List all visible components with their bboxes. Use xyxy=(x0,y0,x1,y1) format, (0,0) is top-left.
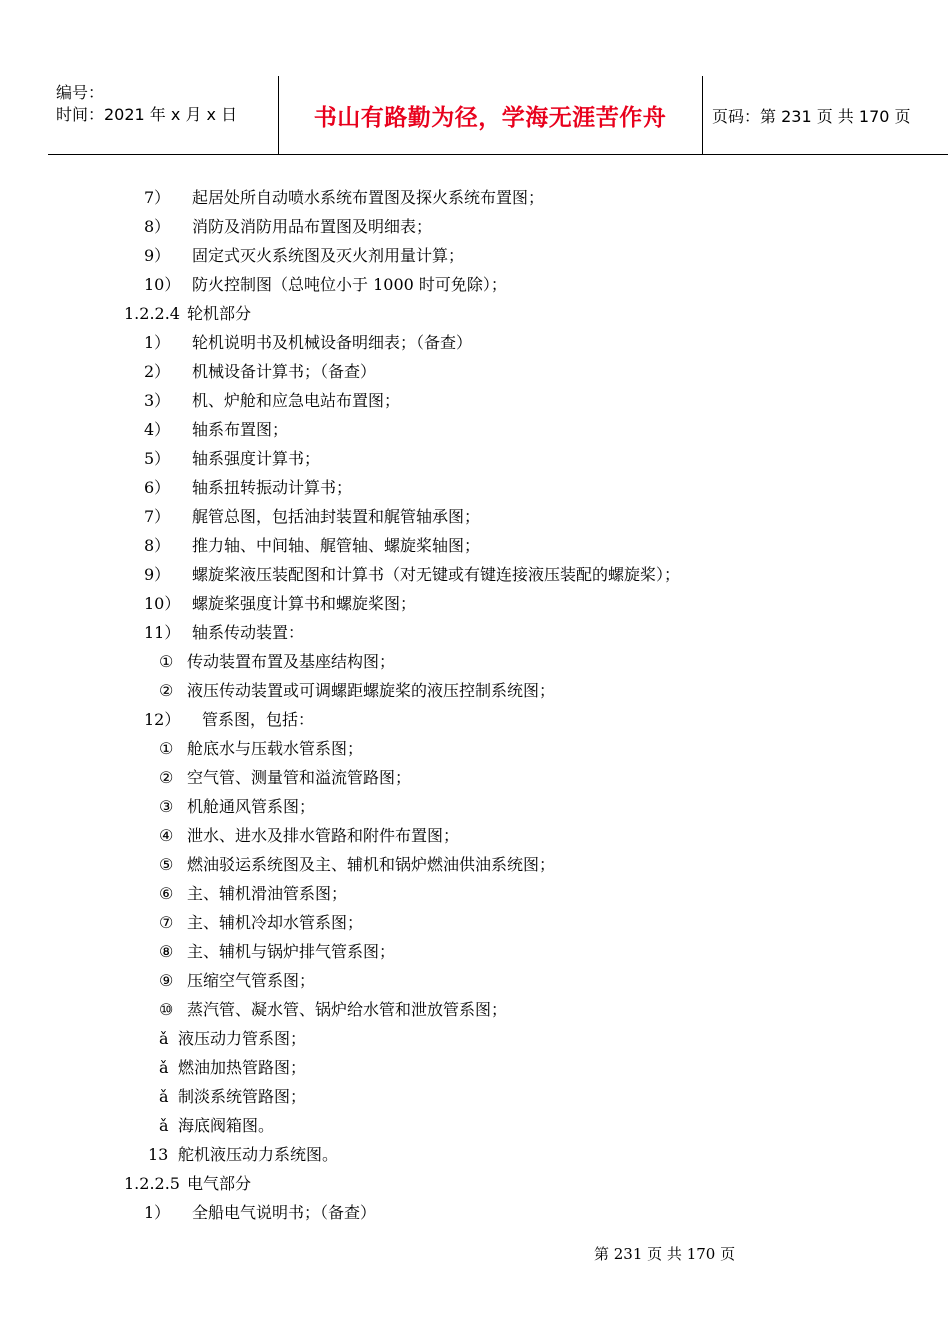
list-item-number: ④ xyxy=(159,826,174,845)
list-item-number: 11） xyxy=(144,623,181,642)
list-item-number: 8） xyxy=(144,217,171,236)
list-item-number: ǎ xyxy=(159,1058,169,1077)
list-item xyxy=(0,995,950,1024)
list-item-text: 轮机部分 xyxy=(187,304,252,323)
list-item-text: 海底阀箱图。 xyxy=(178,1116,275,1135)
list-item-number: 10） xyxy=(144,275,181,294)
list-item-number: 5） xyxy=(144,449,171,468)
list-item-number: ǎ xyxy=(159,1087,169,1106)
list-item xyxy=(0,1053,950,1082)
list-item xyxy=(0,502,950,531)
list-item xyxy=(0,1024,950,1053)
header-divider xyxy=(702,76,703,154)
list-item-number: ǎ xyxy=(159,1029,169,1048)
list-item-text: 机、炉舱和应急电站布置图； xyxy=(192,391,401,410)
list-item-text: 轴系强度计算书； xyxy=(192,449,321,468)
list-item xyxy=(0,618,950,647)
list-item xyxy=(0,705,950,734)
list-item-number: 12） xyxy=(144,710,181,729)
list-item-text: 主、辅机冷却水管系图； xyxy=(187,913,364,932)
list-item-number: ⑥ xyxy=(159,884,174,903)
list-item xyxy=(0,792,950,821)
document-body xyxy=(0,183,950,1227)
list-item xyxy=(0,357,950,386)
list-item-number: 1.2.2.5 xyxy=(124,1174,180,1193)
list-item-number: 4） xyxy=(144,420,171,439)
list-item-text: 轮机说明书及机械设备明细表；（备查） xyxy=(192,333,473,352)
document-number-label: 编号： xyxy=(56,83,105,102)
list-item-text: 液压动力管系图； xyxy=(178,1029,307,1048)
list-item-number: 7） xyxy=(144,188,171,207)
list-item-number: ② xyxy=(159,681,174,700)
list-item xyxy=(0,1140,950,1169)
list-item-number: ① xyxy=(159,739,174,758)
list-item xyxy=(0,386,950,415)
list-item-number: ⑩ xyxy=(159,1000,174,1019)
list-item xyxy=(0,908,950,937)
list-item xyxy=(0,763,950,792)
list-item-number: ③ xyxy=(159,797,174,816)
list-item-number: 8） xyxy=(144,536,171,555)
list-item-text: 艉管总图，包括油封装置和艉管轴承图； xyxy=(192,507,481,526)
list-item xyxy=(0,183,950,212)
list-item xyxy=(0,473,950,502)
list-item-number: 2） xyxy=(144,362,171,381)
list-item-number: ① xyxy=(159,652,174,671)
list-item xyxy=(0,1082,950,1111)
list-item-text: 轴系布置图； xyxy=(192,420,289,439)
list-item xyxy=(0,821,950,850)
list-item-text: 主、辅机与锅炉排气管系图； xyxy=(187,942,396,961)
list-item xyxy=(0,937,950,966)
list-item-text: 固定式灭火系统图及灭火剂用量计算； xyxy=(192,246,465,265)
list-item-text: 传动装置布置及基座结构图； xyxy=(187,652,396,671)
list-item xyxy=(0,531,950,560)
list-item-text: 推力轴、中间轴、艉管轴、螺旋桨轴图； xyxy=(192,536,481,555)
list-item-text: 起居处所自动喷水系统布置图及探火系统布置图； xyxy=(192,188,545,207)
header-motto: 书山有路勤为径，学海无涯苦作舟 xyxy=(313,104,667,131)
list-item-text: 舵机液压动力系统图。 xyxy=(178,1145,339,1164)
list-item-number: 3） xyxy=(144,391,171,410)
list-item-number: 1） xyxy=(144,333,171,352)
header-meta xyxy=(56,82,278,126)
list-item-number: ⑨ xyxy=(159,971,174,990)
list-item-text: 电气部分 xyxy=(187,1174,252,1193)
list-item-text: 制淡系统管路图； xyxy=(178,1087,307,1106)
list-item xyxy=(0,879,950,908)
list-item-number: 1.2.2.4 xyxy=(124,304,180,323)
list-item-text: 轴系传动装置： xyxy=(192,623,305,642)
list-item-number: ⑤ xyxy=(159,855,174,874)
list-item-text: 压缩空气管系图； xyxy=(187,971,316,990)
page-footer: 第 231 页 共 170 页 xyxy=(594,1245,736,1263)
page-header xyxy=(48,76,948,155)
list-item-text: 泄水、进水及排水管路和附件布置图； xyxy=(187,826,460,845)
list-item-text: 全船电气说明书；（备查） xyxy=(192,1203,377,1222)
list-item xyxy=(0,589,950,618)
list-item xyxy=(0,850,950,879)
list-item-number: ② xyxy=(159,768,174,787)
list-item-text: 轴系扭转振动计算书； xyxy=(192,478,353,497)
list-item xyxy=(0,241,950,270)
list-item-text: 舱底水与压载水管系图； xyxy=(187,739,364,758)
list-item xyxy=(0,734,950,763)
list-item xyxy=(0,647,950,676)
list-item xyxy=(0,1169,950,1198)
list-item-number: 13 xyxy=(148,1145,169,1164)
list-item-text: 防火控制图（总吨位小于 1000 时可免除）； xyxy=(192,275,507,294)
list-item-text: 燃油驳运系统图及主、辅机和锅炉燃油供油系统图； xyxy=(187,855,556,874)
list-item xyxy=(0,444,950,473)
list-item-text: 消防及消防用品布置图及明细表； xyxy=(192,217,433,236)
list-item-text: 螺旋桨强度计算书和螺旋桨图； xyxy=(192,594,417,613)
list-item-text: 管系图，包括： xyxy=(202,710,315,729)
list-item-text: 蒸汽管、凝水管、锅炉给水管和泄放管系图； xyxy=(187,1000,508,1019)
list-item xyxy=(0,1111,950,1140)
list-item xyxy=(0,270,950,299)
list-item xyxy=(0,676,950,705)
list-item xyxy=(0,415,950,444)
list-item-text: 液压传动装置或可调螺距螺旋桨的液压控制系统图； xyxy=(187,681,556,700)
list-item xyxy=(0,212,950,241)
list-item-number: ǎ xyxy=(159,1116,169,1135)
list-item-number: 9） xyxy=(144,565,171,584)
list-item-number: 1） xyxy=(144,1203,171,1222)
list-item xyxy=(0,299,950,328)
list-item-number: 7） xyxy=(144,507,171,526)
list-item-text: 空气管、测量管和溢流管路图； xyxy=(187,768,412,787)
header-page-info: 页码：第 231 页 共 170 页 xyxy=(712,106,911,126)
list-item-number: 6） xyxy=(144,478,171,497)
list-item-number: ⑦ xyxy=(159,913,174,932)
list-item xyxy=(0,1198,950,1227)
list-item xyxy=(0,560,950,589)
list-item-text: 机械设备计算书；（备查） xyxy=(192,362,377,381)
list-item-text: 主、辅机滑油管系图； xyxy=(187,884,348,903)
list-item-text: 燃油加热管路图； xyxy=(178,1058,307,1077)
list-item-text: 螺旋桨液压装配图和计算书（对无键或有键连接液压装配的螺旋桨）； xyxy=(192,565,681,584)
list-item xyxy=(0,966,950,995)
list-item-number: 9） xyxy=(144,246,171,265)
document-date: 时间：2021 年 x 月 x 日 xyxy=(56,105,238,124)
list-item xyxy=(0,328,950,357)
list-item-text: 机舱通风管系图； xyxy=(187,797,316,816)
list-item-number: ⑧ xyxy=(159,942,174,961)
list-item-number: 10） xyxy=(144,594,181,613)
